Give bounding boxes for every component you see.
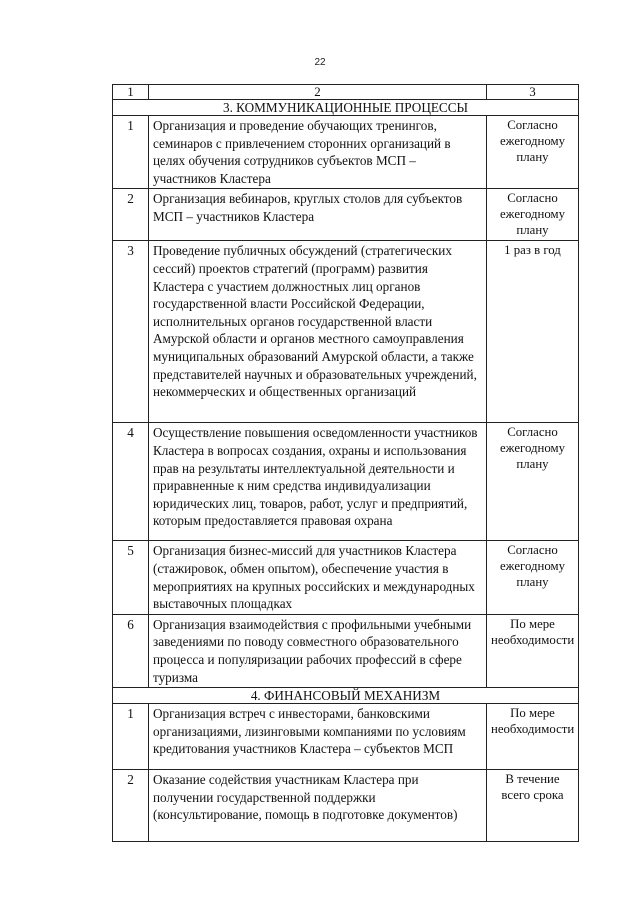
row-description: Организация бизнес-миссий для участников Кластера (стажировок, обмен опытом), обеспечение участия в мероприятиях на крупных российских и международных выставочных площадках xyxy=(149,541,487,614)
row-term: Согласно ежегодному плану xyxy=(487,423,579,541)
row-term: В течение всего срока xyxy=(487,770,579,842)
row-number: 1 xyxy=(113,116,149,189)
section-header-communication xyxy=(113,100,579,116)
table-row xyxy=(113,423,579,541)
row-number: 4 xyxy=(113,423,149,541)
row-description: Оказание содействия участникам Кластера при получении государственной поддержки (консультирование, помощь в подготовке документов) xyxy=(149,770,487,842)
row-number: 6 xyxy=(113,614,149,687)
table-row xyxy=(113,116,579,189)
table-row xyxy=(113,770,579,842)
header-cell-1: 1 xyxy=(113,85,149,100)
header-cell-2: 2 xyxy=(149,85,487,100)
row-description: Проведение публичных обсуждений (стратегических сессий) проектов стратегий (программ) развития Кластера с участием должностных лиц органов государственной власти Российской Федерации, исполнительных органов государственной власти Амурской области и органов местного самоуправления муниципальных образований Амурской области, а также представителей научных и образовательных учреждений, некоммерческих и общественных организаций xyxy=(149,241,487,423)
row-term: Согласно ежегодному плану xyxy=(487,189,579,241)
table-header-row xyxy=(113,85,579,100)
row-term: По мере необходимости xyxy=(487,704,579,770)
row-number: 2 xyxy=(113,189,149,241)
table-row xyxy=(113,704,579,770)
row-description: Организация и проведение обучающих тренингов, семинаров с привлечением сторонних организаций в целях обучения сотрудников субъектов МСП – участников Кластера xyxy=(149,116,487,189)
row-number: 2 xyxy=(113,770,149,842)
header-cell-3: 3 xyxy=(487,85,579,100)
section-title: 4. ФИНАНСОВЫЙ МЕХАНИЗМ xyxy=(113,688,579,704)
table-row xyxy=(113,241,579,423)
row-number: 5 xyxy=(113,541,149,614)
row-term: 1 раз в год xyxy=(487,241,579,423)
row-description: Осуществление повышения осведомленности участников Кластера в вопросах создания, охраны и использования прав на результаты интеллектуальной деятельности и приравненные к ним средства индивидуализации юридических лиц, товаров, работ, услуг и предприятий, которым предоставляется правовая охрана xyxy=(149,423,487,541)
section-header-financial xyxy=(113,688,579,704)
row-term: Согласно ежегодному плану xyxy=(487,541,579,614)
row-number: 1 xyxy=(113,704,149,770)
row-description: Организация встреч с инвесторами, банковскими организациями, лизинговыми компаниями по условиям кредитования участников Кластера – субъектов МСП xyxy=(149,704,487,770)
row-description: Организация взаимодействия с профильными учебными заведениями по поводу совместного образовательного процесса и популяризации рабочих профессий в сфере туризма xyxy=(149,614,487,687)
row-number: 3 xyxy=(113,241,149,423)
table-row xyxy=(113,541,579,614)
row-term: По мере необходимости xyxy=(487,614,579,687)
table-row xyxy=(113,614,579,687)
row-term: Согласно ежегодному плану xyxy=(487,116,579,189)
activities-table xyxy=(112,84,579,842)
row-description: Организация вебинаров, круглых столов для субъектов МСП – участников Кластера xyxy=(149,189,487,241)
table-row xyxy=(113,189,579,241)
section-title: 3. КОММУНИКАЦИОННЫЕ ПРОЦЕССЫ xyxy=(113,100,579,116)
page-number: 22 xyxy=(314,57,326,68)
